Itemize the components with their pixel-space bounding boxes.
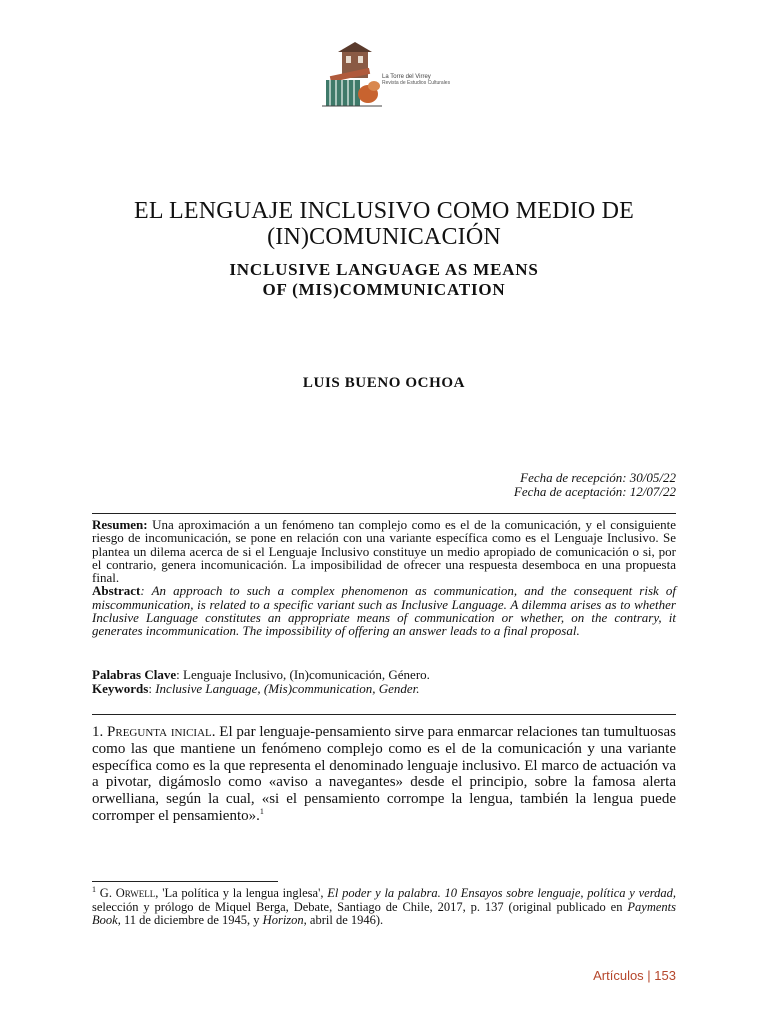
title-en-line-2: OF (MIS)COMMUNICATION bbox=[262, 280, 506, 299]
section-1-paragraph bbox=[92, 724, 676, 825]
section-heading-period: . bbox=[211, 724, 216, 740]
footnote-reference[interactable]: 1 bbox=[259, 806, 264, 816]
keywords-es bbox=[92, 668, 676, 682]
page-footer bbox=[593, 968, 676, 983]
resumen-paragraph bbox=[92, 518, 676, 584]
footnote-book-title: El poder y la palabra. 10 Ensayos sobre lenguaje, política y verdad, bbox=[327, 886, 676, 900]
title-es-line-2: (IN)COMUNICACIÓN bbox=[267, 224, 501, 250]
footnote-part-1: , 'La política y la lengua inglesa', bbox=[155, 886, 328, 900]
keywords-es-text: : Lenguaje Inclusivo, (In)comunicación, Género. bbox=[176, 667, 430, 682]
date-accepted: Fecha de aceptación: 12/07/22 bbox=[513, 484, 676, 499]
resumen-label: Resumen: bbox=[92, 517, 148, 532]
submission-dates bbox=[514, 471, 676, 499]
footnote-publication-1: Payments Book bbox=[92, 899, 676, 927]
divider-top bbox=[92, 513, 676, 514]
resumen-text: Una aproximación a un fenómeno tan complejo como es el de la comunicación, y el consiguiente riesgo de incomunicación, se pone en relación con una variante específica como es el Lenguaje Inclusivo. Se plantea un dilema acerca de si el Lenguaje Inclusivo constituye un medio apropiado de comunicación o si, por el contrario, genera incomunicación. La imposibilidad de ofrecer una respuesta desemboca en una propuesta final. bbox=[92, 517, 676, 586]
footnote-part-3: , 11 de diciembre de 1945, y bbox=[117, 913, 263, 927]
footnote-part-2: selección y prólogo de Miquel Berga, Debate, Santiago de Chile, 2017, p. 137 (original publicado en bbox=[92, 899, 628, 914]
footnote-text bbox=[92, 884, 676, 928]
footnote-publication-2: Horizon, bbox=[262, 913, 307, 927]
footer-section: Artículos bbox=[593, 968, 644, 983]
logo-name: La Torre del Virrey bbox=[382, 74, 431, 80]
footnote-author-initial: G. bbox=[99, 886, 112, 900]
footnote-divider bbox=[92, 881, 278, 882]
abstract-block bbox=[92, 518, 676, 638]
page-number: 153 bbox=[654, 968, 676, 983]
footnote-author-name: Orwell bbox=[115, 886, 156, 900]
section-1 bbox=[92, 724, 676, 825]
footnote-part-4: abril de 1946). bbox=[306, 913, 384, 927]
keywords-en bbox=[92, 682, 676, 696]
title-english bbox=[0, 260, 768, 300]
keywords-block bbox=[92, 668, 676, 696]
abstract-text: : An approach to such a complex phenomenon as communication, and the consequent risk of miscommunication, is related to a specific variant such as Inclusive Language. A dilemma arises as to whether Inclusive Language constitutes an appropriate means of communication or whether, on the contrary, it generates incommunication. The impossibility of offering an answer leads to a final proposal. bbox=[92, 583, 676, 639]
author-name: LUIS BUENO OCHOA bbox=[302, 375, 466, 391]
journal-logo bbox=[322, 42, 450, 108]
title-es-line-1: EL LENGUAJE INCLUSIVO COMO MEDIO DE bbox=[133, 198, 635, 224]
footer-separator: | bbox=[643, 968, 655, 983]
abstract-label: Abstract bbox=[92, 583, 141, 599]
section-number: 1. bbox=[92, 724, 104, 740]
title-en-line-1: INCLUSIVE LANGUAGE AS MEANS bbox=[229, 260, 539, 279]
section-heading: Pregunta inicial bbox=[107, 724, 212, 740]
date-received: Fecha de recepción: 30/05/22 bbox=[520, 470, 676, 485]
title-spanish bbox=[0, 198, 768, 250]
section-body-text: El par lenguaje-pensamiento sirve para enmarcar relaciones tan tumultuosas como las que mantiene un fenómeno complejo como es el de la comunicación y una variante específica como es la que representa el denominado lenguaje inclusivo. El marco de actuación va a pivotar, digámoslo como «aviso a navegantes» desde el principio, sobre la famosa alerta orwelliana, según la cual, «si el pensamiento corrompe la lengua, también la lengua puede corromper el pensamiento». bbox=[92, 724, 677, 824]
keywords-es-label: Palabras Clave bbox=[92, 667, 177, 682]
keywords-en-sep: : bbox=[148, 681, 156, 696]
abstract-paragraph bbox=[92, 584, 676, 637]
logo-subtitle: Revista de Estudios Culturales bbox=[382, 80, 451, 86]
footnote-mark: 1 bbox=[92, 884, 96, 894]
keywords-en-text: Inclusive Language, (Mis)communication, Gender. bbox=[155, 681, 420, 696]
footnote bbox=[92, 884, 676, 928]
keywords-en-label: Keywords bbox=[92, 681, 149, 696]
divider-bottom bbox=[92, 714, 676, 715]
